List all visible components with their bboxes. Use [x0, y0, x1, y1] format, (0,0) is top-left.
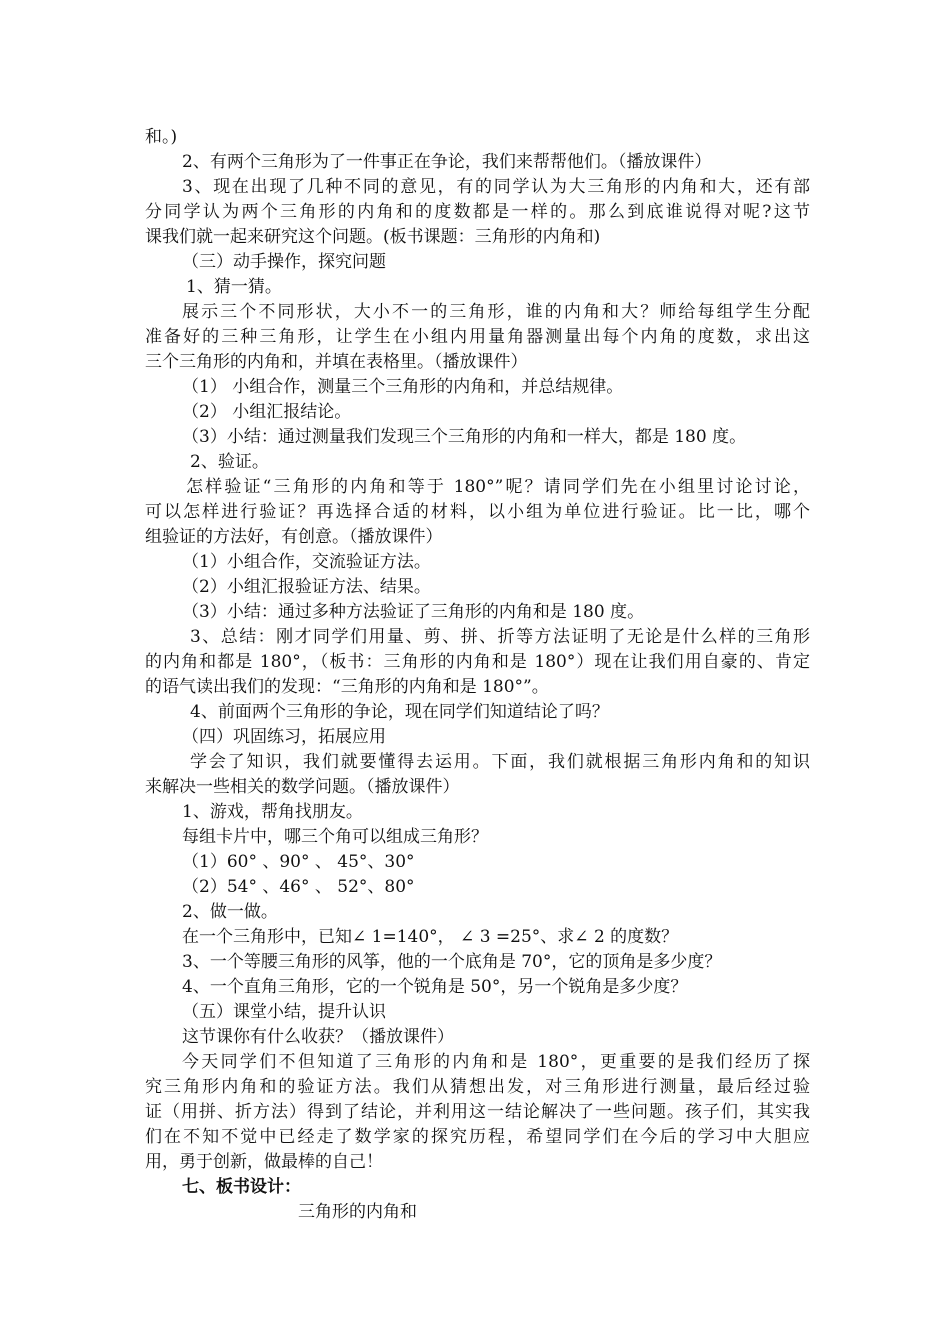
text-line: 2、验证。 [190, 452, 269, 472]
board-title: 三角形的内角和 [298, 1202, 417, 1222]
text-line: 1、游戏，帮角找朋友。 [182, 802, 363, 822]
text-line: 们在不知不觉中已经走了数学家的探究历程，希望同学们在今后的学习中大胆应 [145, 1127, 810, 1147]
text-line: （1）60° 、90° 、 45°、30° [182, 852, 415, 872]
text-line: 组验证的方法好，有创意。（播放课件） [145, 527, 443, 547]
section-heading-bold: 七、板书设计： [182, 1177, 301, 1197]
text-line: 3、总结：刚才同学们用量、剪、拼、折等方法证明了无论是什么样的三角形 [190, 627, 810, 647]
text-line: 3、一个等腰三角形的风筝，他的一个底角是 70°，它的顶角是多少度？ [182, 952, 722, 972]
text-line: 1、猜一猜。 [186, 277, 282, 297]
text-line: 这节课你有什么收获？（播放课件） [182, 1027, 454, 1047]
text-line: 用，勇于创新，做最棒的自己！ [145, 1152, 383, 1172]
text-line: 和。) [145, 127, 178, 147]
text-line: 来解决一些相关的数学问题。（播放课件） [145, 777, 460, 797]
text-line: （3）小结：通过测量我们发现三个三角形的内角和一样大，都是 180 度。 [182, 427, 747, 447]
text-line: 准备好的三种三角形，让学生在小组内用量角器测量出每个内角的度数，求出这 [145, 327, 810, 347]
text-line: 课我们就一起来研究这个问题。(板书课题：三角形的内角和) [145, 227, 601, 247]
text-line: 在一个三角形中，已知∠ 1=140°， ∠ 3 =25°、求∠ 2 的度数？ [182, 927, 679, 947]
text-line: 4、一个直角三角形，它的一个锐角是 50°，另一个锐角是多少度？ [182, 977, 688, 997]
text-line: 4、前面两个三角形的争论，现在同学们知道结论了吗？ [190, 702, 609, 722]
text-line: 每组卡片中，哪三个角可以组成三角形？ [182, 827, 488, 847]
text-line: 今天同学们不但知道了三角形的内角和是 180°，更重要的是我们经历了探 [182, 1052, 810, 1072]
text-line: 的内角和都是 180°，（板书：三角形的内角和是 180°）现在让我们用自豪的、肯定 [145, 652, 810, 672]
text-line: （3）小结：通过多种方法验证了三角形的内角和是 180 度。 [182, 602, 645, 622]
text-line: 三个三角形的内角和，并填在表格里。（播放课件） [145, 352, 528, 372]
text-line: 2、做一做。 [182, 902, 278, 922]
text-line: （2）54° 、46° 、 52°、80° [182, 877, 415, 897]
text-line: 展示三个不同形状，大小不一的三角形，谁的内角和大？师给每组学生分配 [182, 302, 810, 322]
section-heading: （三）动手操作，探究问题 [182, 252, 386, 272]
text-line: 2、有两个三角形为了一件事正在争论，我们来帮帮他们。（播放课件） [182, 152, 712, 172]
text-line: （1） 小组合作，测量三个三角形的内角和，并总结规律。 [182, 377, 624, 397]
section-heading: （五）课堂小结，提升认识 [182, 1002, 386, 1022]
text-line: 究三角形内角和的验证方法。我们从猜想出发，对三角形进行测量，最后经过验 [145, 1077, 810, 1097]
text-line: 学会了知识，我们就要懂得去运用。下面，我们就根据三角形内角和的知识 [190, 752, 810, 772]
text-line: 分同学认为两个三角形的内角和的度数都是一样的。那么到底谁说得对呢?这节 [145, 202, 810, 222]
text-line: （1）小组合作，交流验证方法。 [182, 552, 431, 572]
text-line: （2） 小组汇报结论。 [182, 402, 352, 422]
section-heading: （四）巩固练习，拓展应用 [182, 727, 386, 747]
text-line: 可以怎样进行验证？再选择合适的材料，以小组为单位进行验证。比一比，哪个 [145, 502, 810, 522]
text-line: 3、现在出现了几种不同的意见，有的同学认为大三角形的内角和大，还有部 [182, 177, 810, 197]
text-line: 的语气读出我们的发现：“三角形的内角和是 180°”。 [145, 677, 549, 697]
text-line: 怎样验证“三角形的内角和等于 180°”呢？请同学们先在小组里讨论讨论， [186, 477, 810, 497]
text-line: （2）小组汇报验证方法、结果。 [182, 577, 431, 597]
text-line: 证（用拼、折方法）得到了结论，并利用这一结论解决了一些问题。孩子们，其实我 [145, 1102, 810, 1122]
